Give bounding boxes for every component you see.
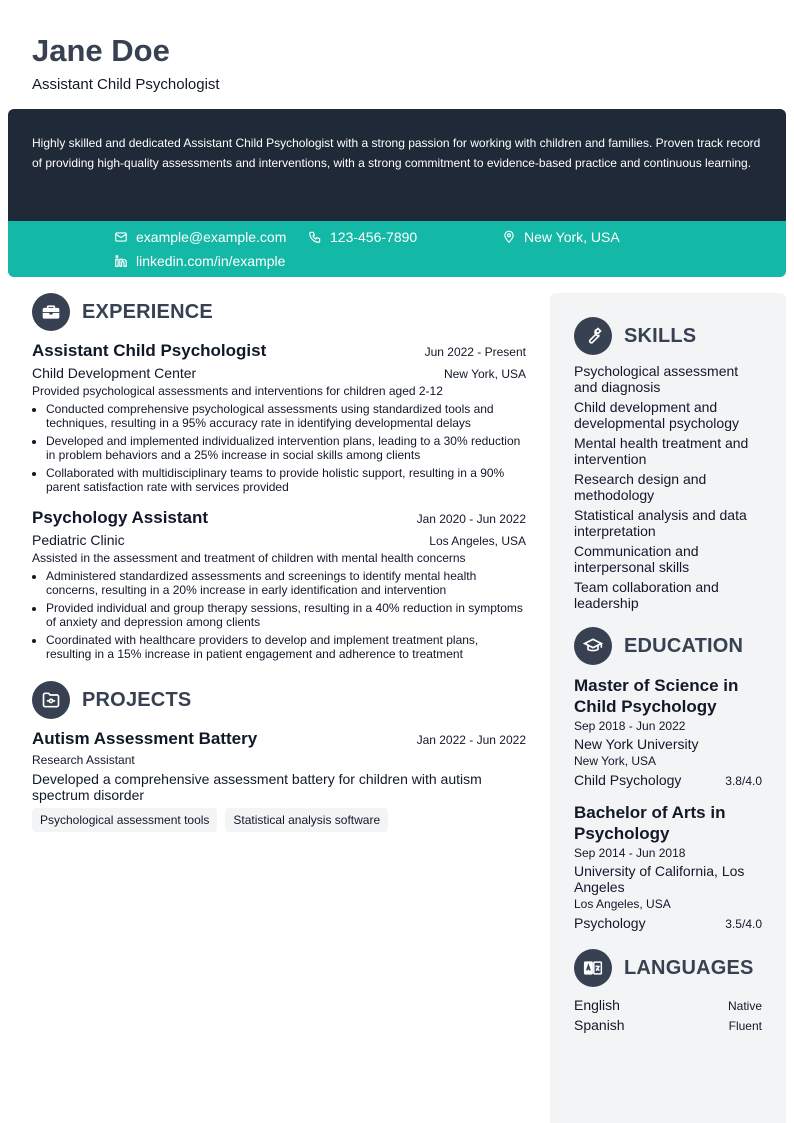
job-summary: Provided psychological assessments and interventions for children aged 2-12 [32,384,443,398]
phone-icon [308,230,322,244]
email-text: example@example.com [136,229,287,245]
education-section [574,627,762,931]
languages-section [574,949,762,1033]
skill-item: Research design and methodology [574,471,707,503]
section-title: EXPERIENCE [82,300,213,323]
skill-item: Team collaboration and leadership [574,579,719,611]
skill-item: Psychological assessment and diagnosis [574,363,739,395]
degree: Bachelor of Arts in Psychology [574,803,726,843]
job-summary: Assisted in the assessment and treatment of children with mental health concerns [32,551,466,565]
contact-location [502,227,620,247]
job-bullet: • Developed and implemented individualized intervention plans, leading to a 30% reduction in problem behaviors and a 25% increase in social skills among clients [46,434,526,462]
summary-text: Highly skilled and dedicated Assistant Child Psychologist with a strong passion for working with children and families. Proven track record of providing high-quality assessments and interventions, with a strong commitment to evidence-based practice and continuous learning. [8,109,786,221]
job-bullet: • Administered standardized assessments and screenings to identify mental health concerns, resulting in a 20% increase in early identification and intervention [46,569,526,597]
job-bullet: • Collaborated with multidisciplinary teams to provide holistic support, resulting in a 90% parent satisfaction rate with services provided [46,466,526,494]
skills-list [574,363,762,611]
phone-text: 123-456-7890 [330,229,418,245]
contact-email[interactable] [114,227,286,247]
project-tag: Statistical analysis software [225,808,388,832]
section-title: SKILLS [624,324,697,347]
briefcase-icon [32,293,70,331]
projects-heading [32,681,526,719]
project-description: Developed a comprehensive assessment battery for children with autism spectrum disorder [32,771,482,803]
project-title: Autism Assessment Battery [32,729,258,748]
job-bullet: • Coordinated with healthcare providers to develop and implement treatment plans, resulting in a 15% increase in patient engagement and adherence to treatment [46,633,526,661]
language-level: Fluent [728,1019,762,1033]
linkedin-text: linkedin.com/in/example [136,253,286,269]
folder-icon [32,681,70,719]
job-company: Pediatric Clinic [32,532,125,548]
language-item [574,997,762,1013]
main-column [32,293,526,832]
job-bullets [32,569,526,661]
language-item [574,1017,762,1033]
experience-heading [32,293,526,331]
school: New York University [574,736,699,752]
languages-heading [574,949,762,987]
job-dates: Jan 2020 - Jun 2022 [416,512,526,526]
project-role: Research Assistant [32,753,135,767]
graduation-cap-icon [574,627,612,665]
job-company: Child Development Center [32,365,197,381]
job-title: Psychology Assistant [32,508,209,527]
job-bullet: • Conducted comprehensive psychological assessments using standardized tools and techniques, resulting in a 95% accuracy rate in identifying developmental delays [46,402,526,430]
contact-bar [8,221,786,277]
projects-section [32,681,526,832]
resume-header [32,34,220,93]
project-entry [32,729,526,832]
language-name: Spanish [574,1017,625,1033]
skill-item: Communication and interpersonal skills [574,543,699,575]
school-location: Los Angeles, USA [574,897,671,911]
section-title: PROJECTS [82,688,192,711]
languages-list [574,997,762,1033]
candidate-title: Assistant Child Psychologist [32,76,220,93]
degree: Master of Science in Child Psychology [574,676,739,716]
contact-linkedin[interactable] [114,251,285,271]
contact-phone[interactable] [308,227,417,247]
job-entry [32,508,526,661]
school: University of California, Los Angeles [574,863,745,895]
skills-section [574,317,762,611]
mail-icon [114,230,128,244]
map-pin-icon [502,230,516,244]
skill-item: Mental health treatment and intervention [574,435,749,467]
gpa: 3.5/4.0 [725,917,762,931]
translate-icon [574,949,612,987]
wrench-icon [574,317,612,355]
language-name: English [574,997,620,1013]
job-entry [32,341,526,494]
project-dates: Jan 2022 - Jun 2022 [416,733,526,747]
job-location: Los Angeles, USA [429,534,526,548]
sidebar [550,293,786,1123]
section-title: EDUCATION [624,634,744,657]
language-level: Native [727,999,762,1013]
skills-heading [574,317,762,355]
education-dates: Sep 2014 - Jun 2018 [574,846,686,860]
skill-item: Child development and developmental psychology [574,399,739,431]
education-entry [574,675,762,788]
job-bullets [32,402,526,494]
education-heading [574,627,762,665]
candidate-name: Jane Doe [32,33,170,68]
project-tags [32,808,526,832]
field-of-study: Psychology [574,915,646,931]
linkedin-icon [114,254,128,268]
project-tag: Psychological assessment tools [32,808,217,832]
school-location: New York, USA [574,754,657,768]
education-dates: Sep 2018 - Jun 2022 [574,719,686,733]
job-bullet: • Provided individual and group therapy sessions, resulting in a 40% reduction in symptoms of anxiety and depression among clients [46,601,526,629]
skill-item: Statistical analysis and data interpretation [574,507,747,539]
education-entry [574,802,762,931]
experience-section [32,293,526,661]
job-title: Assistant Child Psychologist [32,341,267,360]
field-of-study: Child Psychology [574,772,682,788]
gpa: 3.8/4.0 [725,774,762,788]
section-title: LANGUAGES [624,956,754,979]
job-location: New York, USA [443,367,526,381]
location-text: New York, USA [524,229,620,245]
job-dates: Jun 2022 - Present [424,345,526,359]
